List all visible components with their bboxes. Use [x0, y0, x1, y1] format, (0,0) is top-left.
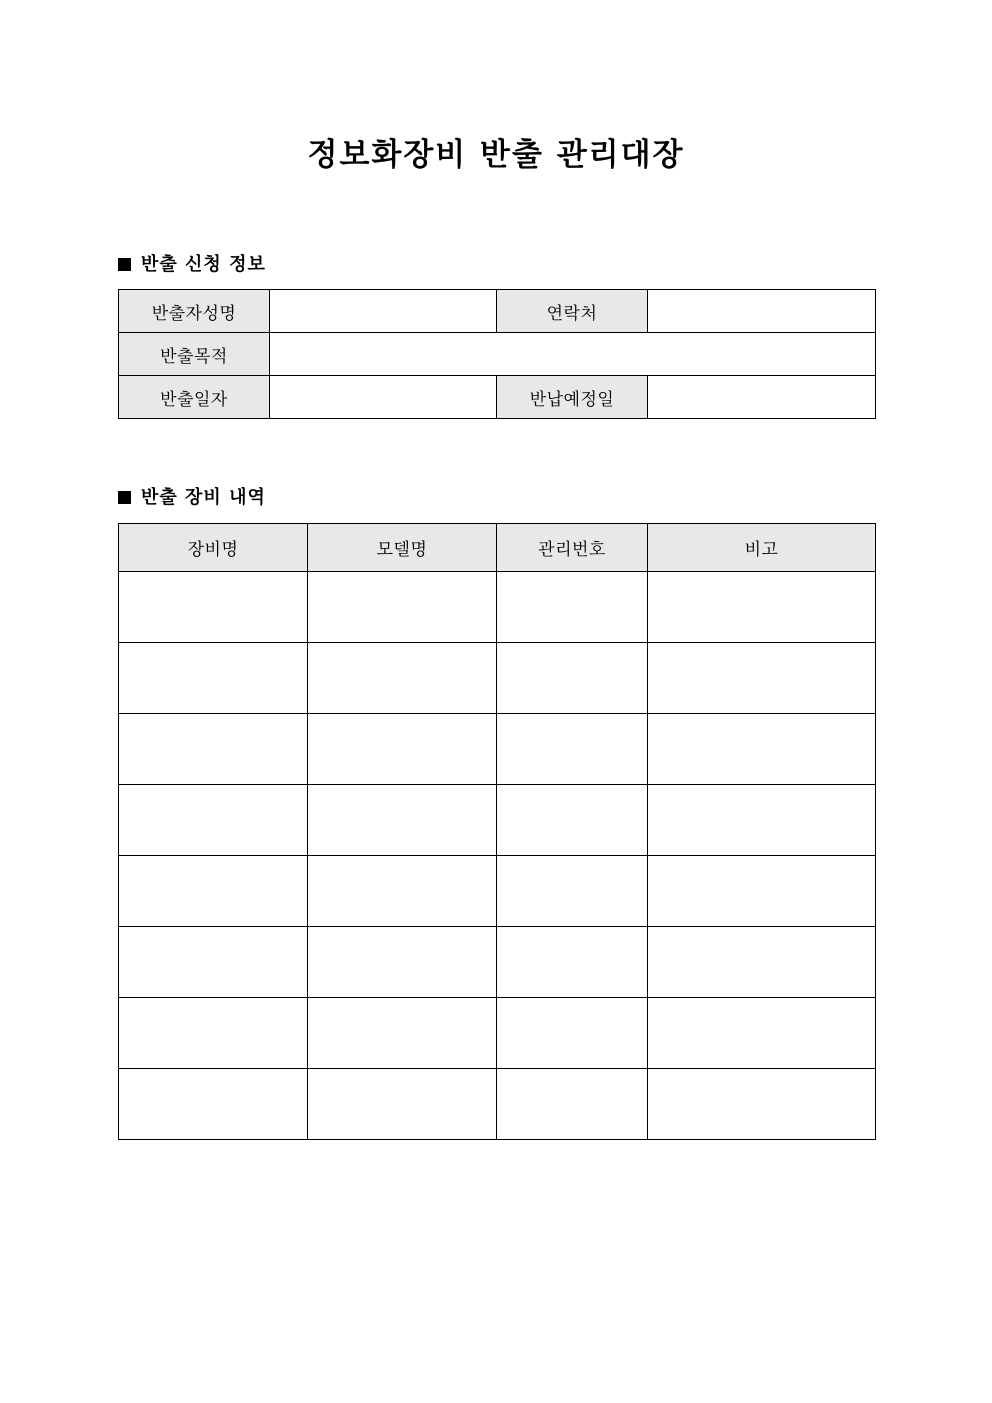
model-name-cell[interactable] — [308, 714, 497, 785]
asset-number-cell[interactable] — [497, 572, 648, 643]
request-info-heading-text: 반출 신청 정보 — [141, 254, 266, 275]
purpose-field[interactable] — [270, 333, 876, 376]
document-title: 정보화장비 반출 관리대장 — [307, 137, 685, 173]
request-info-row-name — [119, 290, 876, 333]
equipment-table-header — [119, 524, 876, 572]
equipment-list-heading-text: 반출 장비 내역 — [141, 487, 266, 508]
table-row — [119, 998, 876, 1069]
contact-field[interactable] — [648, 290, 876, 333]
remarks-cell[interactable] — [648, 643, 876, 714]
equipment-name-cell[interactable] — [119, 998, 308, 1069]
asset-number-cell[interactable] — [497, 714, 648, 785]
equipment-table — [118, 523, 876, 1140]
square-bullet-icon — [118, 491, 131, 504]
purpose-label: 반출목적 — [119, 333, 270, 376]
asset-number-cell[interactable] — [497, 998, 648, 1069]
contact-label: 연락처 — [497, 290, 648, 333]
asset-number-cell[interactable] — [497, 927, 648, 998]
model-name-cell[interactable] — [308, 785, 497, 856]
column-header-remarks: 비고 — [648, 524, 876, 572]
model-name-cell[interactable] — [308, 1069, 497, 1140]
equipment-name-cell[interactable] — [119, 1069, 308, 1140]
model-name-cell[interactable] — [308, 856, 497, 927]
remarks-cell[interactable] — [648, 785, 876, 856]
asset-number-cell[interactable] — [497, 785, 648, 856]
request-info-heading — [118, 253, 266, 277]
remarks-cell[interactable] — [648, 572, 876, 643]
remarks-cell[interactable] — [648, 927, 876, 998]
asset-number-cell[interactable] — [497, 643, 648, 714]
request-info-table — [118, 289, 876, 419]
table-row — [119, 643, 876, 714]
remarks-cell[interactable] — [648, 714, 876, 785]
equipment-name-cell[interactable] — [119, 927, 308, 998]
name-field[interactable] — [270, 290, 497, 333]
remarks-cell[interactable] — [648, 998, 876, 1069]
table-row — [119, 856, 876, 927]
date-field[interactable] — [270, 376, 497, 419]
request-info-row-purpose — [119, 333, 876, 376]
table-row — [119, 1069, 876, 1140]
model-name-cell[interactable] — [308, 572, 497, 643]
column-header-model-name: 모델명 — [308, 524, 497, 572]
remarks-cell[interactable] — [648, 856, 876, 927]
model-name-cell[interactable] — [308, 998, 497, 1069]
return-date-field[interactable] — [648, 376, 876, 419]
table-row — [119, 785, 876, 856]
equipment-name-cell[interactable] — [119, 572, 308, 643]
equipment-name-cell[interactable] — [119, 785, 308, 856]
equipment-name-cell[interactable] — [119, 714, 308, 785]
equipment-list-heading — [118, 486, 266, 510]
remarks-cell[interactable] — [648, 1069, 876, 1140]
table-row — [119, 927, 876, 998]
date-label: 반출일자 — [119, 376, 270, 419]
return-date-label: 반납예정일 — [497, 376, 648, 419]
column-header-asset-number: 관리번호 — [497, 524, 648, 572]
column-header-equipment-name: 장비명 — [119, 524, 308, 572]
name-label: 반출자성명 — [119, 290, 270, 333]
asset-number-cell[interactable] — [497, 1069, 648, 1140]
square-bullet-icon — [118, 258, 131, 271]
equipment-name-cell[interactable] — [119, 643, 308, 714]
model-name-cell[interactable] — [308, 643, 497, 714]
table-row — [119, 572, 876, 643]
equipment-name-cell[interactable] — [119, 856, 308, 927]
asset-number-cell[interactable] — [497, 856, 648, 927]
request-info-row-dates — [119, 376, 876, 419]
table-row — [119, 714, 876, 785]
model-name-cell[interactable] — [308, 927, 497, 998]
